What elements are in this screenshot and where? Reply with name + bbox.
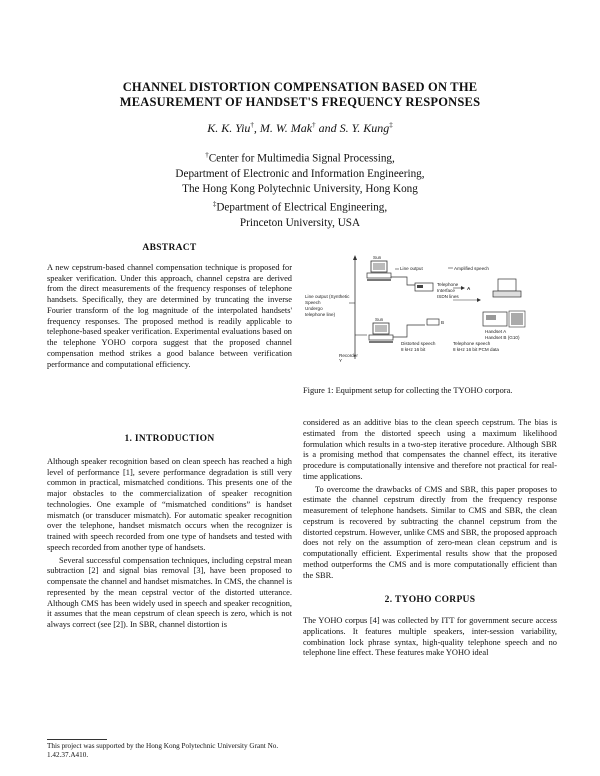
paper-title (40, 80, 560, 110)
intro-paragraph-1: Although speaker recognition based on clean speech has reached a high level of performance [1], severe performance degradation is still very common in practical, mismatched conditions. This presents one of the major obstacles to the commercialization of speaker recognition technologies. One example of “mismatched conditions” is handset mismatch (or transducer mismatch). For automatic speaker recognition over the telephone, handset mismatch occurs when the recognizer is trained with speech recorded from one type of handsets and tested with speech recorded from another type of handsets. (47, 456, 292, 552)
fig-label-handset-b: Handset B (G10) (485, 335, 520, 340)
footnote-rule (47, 739, 107, 740)
fig-label-sun-bottom: Sun (375, 317, 384, 322)
author-list: K. K. Yiu†, M. W. Mak† and S. Y. Kung‡ (207, 121, 393, 135)
equipment-diagram (303, 255, 557, 363)
fig-label-telephone: Telephone (437, 282, 459, 287)
fig-label-recorder-2: Y (339, 358, 343, 363)
fig-label-handset-a: Handset A (485, 329, 507, 334)
author-2: M. W. Mak (259, 121, 313, 135)
abstract-section (47, 243, 292, 370)
fig-label-recorder: Recorder (339, 353, 358, 358)
fig-label-marker-b: B (441, 320, 445, 325)
affil-line-2: Department of Electronic and Information Engineering, (175, 167, 425, 180)
affil-line-3: The Hong Kong Polytechnic University, Hong Kong (182, 183, 418, 196)
fig-label-line-output: Line output (400, 266, 423, 271)
fig-label-left-2: Speech (305, 300, 321, 305)
title-line-1: CHANNEL DISTORTION COMPENSATION BASED ON THE (122, 80, 478, 94)
author-and: and (318, 121, 337, 135)
fig-label-amplified: Amplified speech (454, 266, 489, 271)
affil-mark-2: ‡ (212, 200, 217, 209)
intro-continuation (303, 418, 557, 659)
fig-label-left-3: Undergo (305, 306, 323, 311)
fig-label-left-4: telephone line) (305, 312, 336, 317)
fig-label-marker-a: A (467, 286, 471, 291)
affil-mark-1: † (205, 151, 209, 159)
affil-line-5: Princeton University, USA (239, 217, 361, 230)
handset-a-icon (493, 279, 521, 297)
introduction-heading: 1. INTRODUCTION (124, 434, 215, 444)
intro-paragraph-2: Several successful compensation techniques, including cepstral mean subtraction [2] and signal bias removal [3], have been proposed to compensate the channel and handset mismatches. In CMS, the channel is represented by the mean cepstral vector of the distorted utterance. Although CMS has been widely used in speech and speaker recognition, it assumes that the mean cepstrum of clean speech is zero, which is not always correct (see [2]). In SBR, channel distortion is (47, 555, 292, 629)
tyoho-heading: 2. TYOHO CORPUS (384, 595, 476, 606)
intro-paragraph-4: To overcome the drawbacks of CMS and SBR, this paper proposes to estimate the channel cepstrum directly from the frequency response measurement of telephone handsets. Similar to CMS and SBR, the clean cepstrum is recovered by subtracting the channel cepstrum from the distorted cepstrum. However, unlike CMS and SBR, the proposed approach does not rely on the assumption of zero-mean clean cepstrum and is computationally efficient. Experimental results show that the proposed method outperforms the CMS and is more computationally efficient than the SBR. (303, 484, 557, 580)
fig-label-distorted-sub: 8 kHz 16 bit (401, 347, 426, 352)
author-1-mark: † (250, 121, 254, 129)
fig-label-right-note: Telephone speech (453, 341, 491, 346)
figure-equipment-setup (303, 255, 557, 363)
author-3-mark: ‡ (389, 121, 393, 129)
tyoho-paragraph-1: The YOHO corpus [4] was collected by ITT for government secure access applications. It features multiple speakers, inter-session variability, combination lock phrase syntax, high-quality telephone speech and no telephone line effect. These features make YOHO ideal (303, 616, 557, 658)
intro-paragraph-3: considered as an additive bias to the clean speech cepstrum. The bias is estimated from the distorted speech using a maximum likelihood formulation which results in a two-step iterative procedure. Although SBR is a promising method that compensates the channel effect, its iterative procedure is computationally intensive and therefore not practical for real-time applications. (303, 418, 557, 481)
figure-caption: Figure 1: Equipment setup for collecting the TYOHO corpora. (303, 386, 513, 395)
author-1: K. K. Yiu (207, 121, 251, 135)
author-2-mark: † (312, 121, 316, 129)
fig-label-left-1: Line output (Synthetic (305, 294, 350, 299)
fig-label-right-note-2: 8 kHz 16 bit PCM data (453, 347, 499, 352)
affiliations (40, 148, 560, 231)
fig-label-distorted: Distorted speech (401, 341, 436, 346)
title-line-2: MEASUREMENT OF HANDSET'S FREQUENCY RESPONSES (119, 95, 481, 109)
fig-label-interface: Interface (437, 288, 455, 293)
abstract-text: A new cepstrum-based channel compensation technique is proposed for speaker verification. Under this approach, channel cepstra are derived from the direct measurements of the frequency responses of telephone handsets. Specifically, they are determined by truncating the inverse Fourier transform of the log magnitude of the interpolated handsets' frequency responses. The proposed method is readily applicable to telephone-based speaker verification. Experimental evaluations based on the telephone YOHO corpora suggest that the proposed channel compensation method strikes a good balance between verification performance and computational efficiency. (47, 262, 292, 369)
handset-b-icon (427, 311, 525, 327)
abstract-heading: ABSTRACT (142, 243, 197, 253)
affil-line-1: Center for Multimedia Signal Processing, (208, 152, 395, 165)
fig-label-isdn: ISDN lines (437, 294, 459, 299)
author-3: S. Y. Kung (339, 121, 390, 135)
affil-line-4: Department of Electrical Engineering, (216, 202, 388, 215)
bottom-computer-icon (369, 323, 393, 343)
footnote: This project was supported by the Hong Kong Polytechnic University Grant No. 1.42.37.A410. (47, 742, 279, 759)
top-computer-icon (367, 261, 391, 281)
introduction-section (47, 434, 292, 631)
fig-label-sun-top: Sun (373, 255, 382, 260)
telephone-interface-icon (415, 283, 433, 291)
